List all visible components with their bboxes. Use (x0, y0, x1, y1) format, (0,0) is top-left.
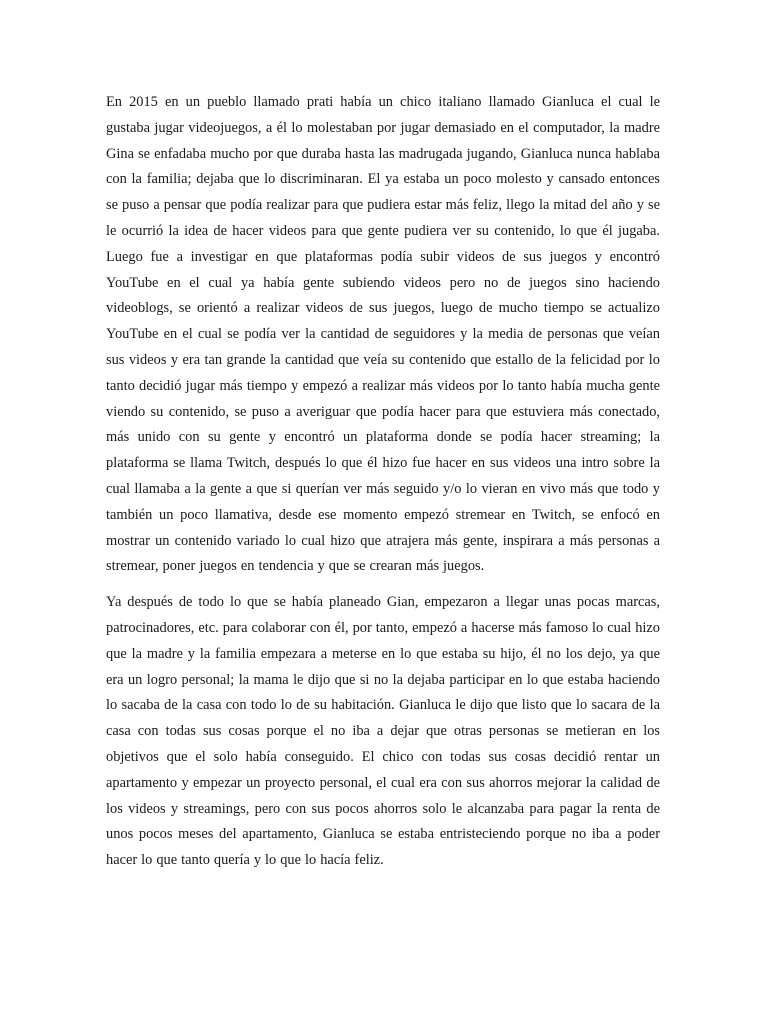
paragraph-2: Ya después de todo lo que se había planeado Gian, empezaron a llegar unas pocas marcas, patrocinadores, etc. para colaborar con él, por tanto, empezó a hacerse más famoso lo cual hizo que la madre y la familia empezara a meterse en lo que estaba su hijo, él no los dejo, ya que era un logro personal; la mama le dijo que si no la dejaba participar en lo que estaba haciendo lo sacaba de la casa con todo lo de su habitación. Gianluca le dijo que listo que lo sacara de la casa con todas sus cosas porque el no iba a dejar que otras personas se metieran en los objetivos que el solo había conseguido. El chico con todas sus cosas decidió rentar un apartamento y empezar un proyecto personal, el cual era con sus ahorros mejorar la calidad de los videos y streamings, pero con sus pocos ahorros solo le alcanzaba para pagar la renta de unos pocos meses del apartamento, Gianluca se estaba entristeciendo porque no iba a poder hacer lo que tanto quería y lo que lo hacía feliz. (106, 594, 660, 869)
paragraph-1: En 2015 en un pueblo llamado prati había un chico italiano llamado Gianluca el cual le gustaba jugar videojuegos, a él lo molestaban por jugar demasiado en el computador, la madre Gina se enfadaba mucho por que duraba hasta las madrugada jugando, Gianluca nunca hablaba con la familia; dejaba que lo discriminaran. El ya estaba un poco molesto y cansado entonces se puso a pensar que podía realizar para que pudiera estar más feliz, llego la mitad del año y se le ocurrió la idea de hacer videos para que gente pudiera ver su contenido, lo que él jugaba. Luego fue a investigar en que plataformas podía subir videos de sus juegos y encontró YouTube en el cual ya había gente subiendo videos pero no de juegos sino haciendo videoblogs, se orientó a realizar videos de sus juegos, luego de mucho tiempo se actualizo YouTube en el cual se podía ver la cantidad de seguidores y la media de personas que veían sus videos y era tan grande la cantidad que veía su contenido que estallo de la felicidad por lo tanto decidió jugar más tiempo y empezó a realizar más videos por lo tanto había mucha gente viendo su contenido, se puso a averiguar que podía hacer para que estuviera más conectado, más unido con su gente y encontró un plataforma donde se podía hacer streaming; la plataforma se llama Twitch, después lo que él hizo fue hacer en sus videos una intro sobre la cual llamaba a la gente a que si querían ver más seguido y/o lo vieran en vivo más que todo y también un poco llamativa, desde ese momento empezó stremear en Twitch, se enfocó en mostrar un contenido variado lo cual hizo que atrajera más gente, inspirara a más personas a stremear, poner juegos en tendencia y que se crearan más juegos. (106, 94, 660, 575)
document-body (106, 90, 660, 874)
